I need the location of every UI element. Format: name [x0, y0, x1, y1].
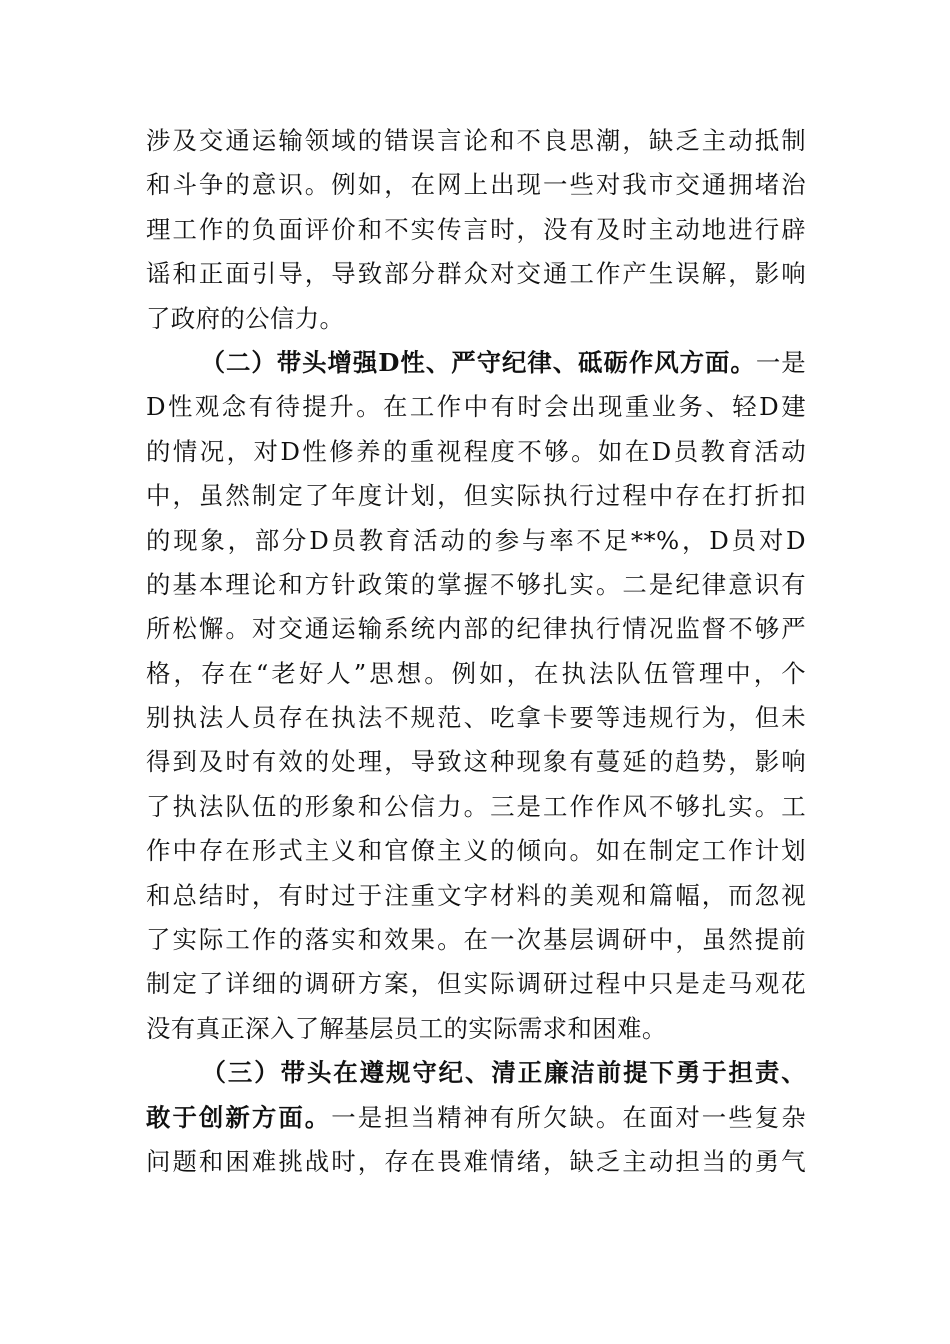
paragraph-section-2 [146, 341, 806, 1051]
text-line: 作中存在形式主义和官僚主义的倾向。如在制定工作计划 [146, 836, 806, 866]
text-line: 和斗争的意识。例如，在网上出现一些对我市交通拥堵治 [146, 170, 806, 200]
section-heading: （三）带头在遵规守纪、清正廉洁前提下勇于担责、 [200, 1058, 806, 1088]
text-run: 一是 [755, 347, 806, 377]
text-line: 的情况，对D性修养的重视程度不够。如在D员教育活动 [146, 436, 806, 466]
text-line: 了政府的公信力。 [146, 303, 345, 333]
text-line: D性观念有待提升。在工作中有时会出现重业务、轻D建 [146, 392, 806, 422]
text-line: 制定了详细的调研方案，但实际调研过程中只是走马观花 [146, 969, 806, 999]
text-line: 得到及时有效的处理，导致这种现象有蔓延的趋势，影响 [146, 747, 806, 777]
text-line: 涉及交通运输领域的错误言论和不良思潮，缺乏主动抵制 [146, 126, 806, 155]
text-line [146, 1051, 806, 1095]
text-line: 别执法人员存在执法不规范、吃拿卡要等违规行为，但未 [146, 703, 806, 733]
text-line: 的现象，部分D员教育活动的参与率不足**%，D员对D [146, 525, 806, 555]
text-line: 了实际工作的落实和效果。在一次基层调研中，虽然提前 [146, 925, 806, 955]
text-line: 和总结时，有时过于注重文字材料的美观和篇幅，而忽视 [146, 880, 806, 910]
text-line: 谣和正面引导，导致部分群众对交通工作产生误解，影响 [146, 259, 806, 289]
text-line [146, 341, 806, 385]
text-run: 一是担当精神有所欠缺。在面对一些复杂 [331, 1102, 806, 1132]
text-line: 理工作的负面评价和不实传言时，没有及时主动地进行辟 [146, 214, 806, 244]
document-page [146, 119, 806, 1184]
text-line: 格，存在“老好人”思想。例如，在执法队伍管理中，个 [146, 658, 806, 688]
paragraph-section-3 [146, 1051, 806, 1184]
text-line: 所松懈。对交通运输系统内部的纪律执行情况监督不够严 [146, 614, 806, 644]
text-line [146, 1096, 806, 1140]
paragraph-continuation [146, 119, 806, 341]
text-line: 了执法队伍的形象和公信力。三是工作作风不够扎实。工 [146, 791, 806, 821]
text-line: 中，虽然制定了年度计划，但实际执行过程中存在打折扣 [146, 481, 806, 511]
section-heading-continued: 敢于创新方面。 [146, 1102, 332, 1132]
text-line: 的基本理论和方针政策的掌握不够扎实。二是纪律意识有 [146, 569, 806, 599]
section-heading: （二）带头增强D性、严守纪律、砥砺作风方面。 [200, 347, 756, 377]
text-line: 没有真正深入了解基层员工的实际需求和困难。 [146, 1013, 667, 1043]
text-line: 问题和困难挑战时，存在畏难情绪，缺乏主动担当的勇气 [146, 1146, 806, 1176]
